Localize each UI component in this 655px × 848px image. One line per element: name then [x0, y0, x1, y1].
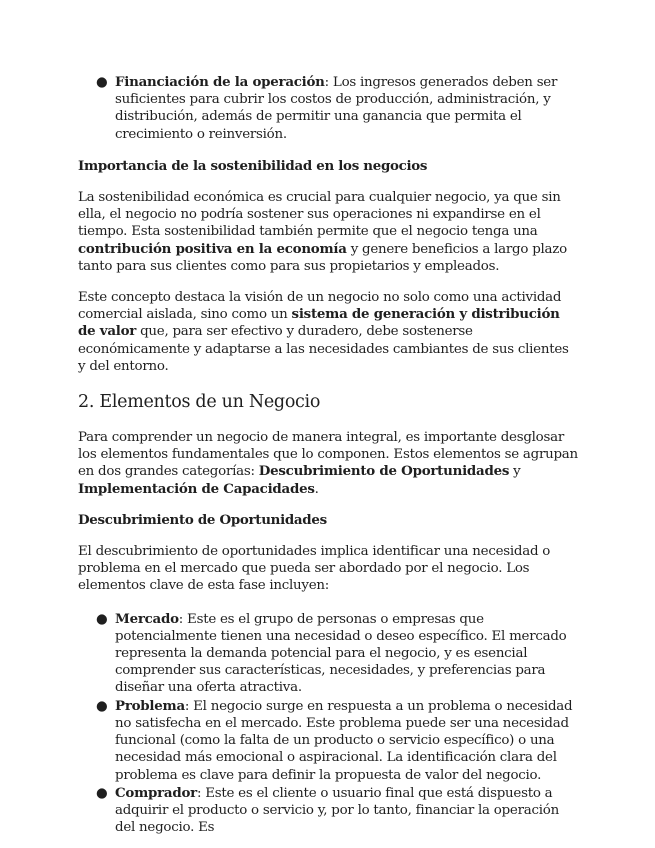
list-item-term: Problema	[115, 697, 185, 714]
paragraph-concepto	[78, 289, 578, 375]
list-item	[78, 611, 578, 697]
bullet-icon: ●	[96, 611, 108, 627]
paragraph-elementos	[78, 429, 578, 498]
list-item-term: Comprador	[115, 784, 197, 801]
bold-run: Implementación de Capacidades	[78, 480, 315, 497]
list-item-term: Financiación de la operación	[115, 74, 325, 90]
document-page	[78, 74, 578, 837]
financing-list	[78, 74, 578, 143]
paragraph-descubrimiento: El descubrimiento de oportunidades implica identificar una necesidad o problema en el mercado que pueda ser abordado por el negocio. Los elementos clave de esta fase incluyen:	[78, 544, 551, 594]
text-run: y	[509, 464, 521, 480]
section-title: 2. Elementos de un Negocio	[78, 392, 321, 413]
list-item-text: : Este es el cliente o usuario final que está dispuesto a adquirir el producto o servicio y, por lo tanto, financiar la operación del negocio. Es	[115, 785, 559, 836]
paragraph-sostenibilidad	[78, 189, 578, 275]
list-item	[78, 785, 578, 837]
bullet-icon: ●	[96, 698, 108, 714]
list-item-term: Mercado	[115, 610, 179, 627]
text-run: Este concepto destaca la visión de un negocio no solo como una actividad comercial aislada, sino como un	[78, 290, 562, 323]
text-run: .	[314, 481, 319, 497]
bullet-icon: ●	[96, 785, 108, 801]
bold-run: sistema de generación y distribución de valor	[78, 306, 560, 340]
elements-list	[78, 611, 578, 837]
list-item-text: : Este es el grupo de personas o empresas que potencialmente tienen una necesidad o deseo específico. El mercado representa la demanda potencial para el negocio, y es esencial comprender sus características, necesidades, y preferencias para diseñar una oferta atractiva.	[115, 611, 567, 696]
text-run: La sostenibilidad económica es crucial para cualquier negocio, ya que sin ella, el negocio no podría sostener sus operaciones ni expandirse en el tiempo. Esta sostenibilidad también permite que el negocio tenga una	[78, 190, 561, 240]
text-run: Para comprender un negocio de manera integral, es importante desglosar los elementos fundamentales que lo componen. Estos elementos se agrupan en dos grandes categorías:	[78, 430, 578, 480]
text-run: que, para ser efectivo y duradero, debe sostenerse económicamente y adaptarse a las necesidades cambiantes de sus clientes y del entorno.	[78, 324, 569, 374]
bold-run: Descubrimiento de Oportunidades	[258, 463, 510, 480]
list-item-text: : Los ingresos generados deben ser suficientes para cubrir los costos de producción, administración, y distribución, además de permitir una ganancia que permita el crecimiento o reinversión.	[115, 75, 558, 142]
subheading-importancia: Importancia de la sostenibilidad en los negocios	[78, 157, 428, 174]
bold-run: contribución positiva en la economía	[78, 240, 347, 257]
text-run: y genere beneficios a largo plazo tanto para sus clientes como para sus propietarios y empleados.	[78, 241, 567, 274]
list-item	[78, 74, 578, 143]
bullet-icon: ●	[96, 75, 108, 90]
list-item-text: : El negocio surge en respuesta a un problema o necesidad no satisfecha en el mercado. Este problema puede ser una necesidad funcional (como la falta de un producto o servicio específico) o una necesidad más emocional o aspiracional. La identificación clara del problema es clave para definir la propuesta de valor del negocio.	[115, 698, 573, 783]
list-item	[78, 698, 578, 784]
subheading-descubrimiento: Descubrimiento de Oportunidades	[78, 511, 327, 528]
